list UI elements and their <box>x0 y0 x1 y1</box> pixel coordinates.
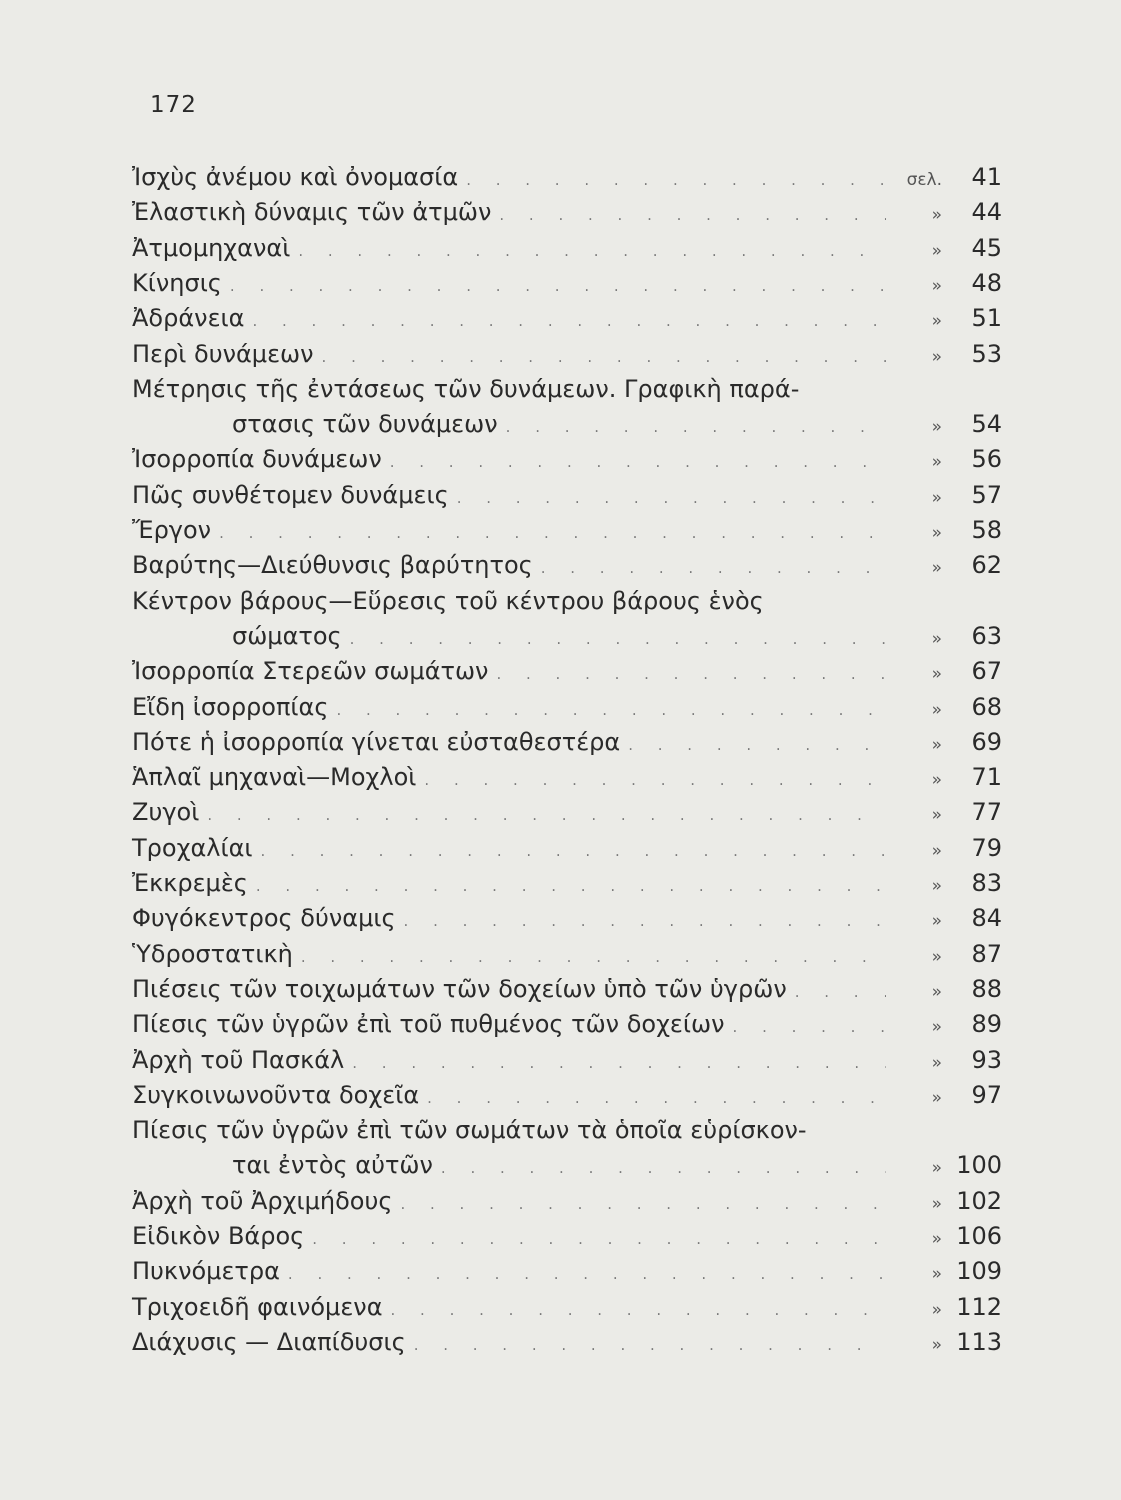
dot-leader <box>424 771 886 789</box>
page-num: 109 <box>956 1257 1002 1286</box>
page-reference <box>894 1010 1002 1038</box>
toc-entry <box>132 1046 1002 1080</box>
toc-entry-title: Πυκνόμετρα <box>132 1257 280 1286</box>
toc-entry <box>132 163 1002 197</box>
dot-leader <box>427 1089 886 1107</box>
page-reference <box>894 834 1002 862</box>
toc-entry-continuation: σώματος <box>232 621 342 650</box>
dot-leader <box>207 806 886 824</box>
toc-entry <box>132 481 1002 515</box>
toc-entry-title: Κέντρον βάρους—Εὕρεσις τοῦ κέντρου βάρους ἑνὸς <box>132 586 764 615</box>
dot-leader <box>350 630 886 648</box>
ditto-mark: » <box>931 275 942 296</box>
page-reference <box>894 269 1002 297</box>
page-num: 54 <box>971 410 1002 439</box>
toc-entry <box>132 234 1002 268</box>
ditto-mark: » <box>931 417 942 438</box>
toc-entry <box>132 410 1002 444</box>
page-reference <box>894 1328 1002 1356</box>
page-num: 69 <box>971 727 1002 756</box>
ditto-mark: » <box>931 981 942 1002</box>
ditto-mark: » <box>931 240 942 261</box>
page-num: 113 <box>956 1327 1002 1356</box>
dot-leader <box>628 736 886 754</box>
toc-entry <box>132 1151 1002 1185</box>
toc-entry <box>132 304 1002 338</box>
ditto-mark: » <box>931 770 942 791</box>
toc-entry-continuation: στασις τῶν δυνάμεων <box>232 410 498 439</box>
toc-entry-title: Πίεσις τῶν ὑγρῶν ἐπὶ τοῦ πυθμένος τῶν δοχείων <box>132 1010 725 1039</box>
dot-leader <box>336 701 886 719</box>
page-num: 41 <box>971 163 1002 191</box>
dot-leader <box>541 559 886 577</box>
toc-entry-title: Ἀδράνεια <box>132 304 245 333</box>
dot-leader <box>414 1336 886 1354</box>
toc-entry-title: Περὶ δυνάμεων <box>132 339 314 368</box>
ditto-mark: » <box>931 840 942 861</box>
page-reference <box>894 1046 1002 1074</box>
page-num: 45 <box>971 233 1002 262</box>
page-reference <box>894 551 1002 579</box>
page-num: 87 <box>971 939 1002 968</box>
ditto-mark: » <box>931 805 942 826</box>
page-num: 51 <box>971 304 1002 333</box>
dot-leader <box>261 842 886 860</box>
ditto-mark: » <box>931 311 942 332</box>
page-num: 67 <box>971 657 1002 686</box>
dot-leader <box>400 1195 886 1213</box>
toc-entry <box>132 198 1002 232</box>
ditto-mark: » <box>931 1299 942 1320</box>
page-num: 63 <box>971 621 1002 650</box>
page-num: 79 <box>971 833 1002 862</box>
toc-entry <box>132 1328 1002 1362</box>
toc-entry <box>132 269 1002 303</box>
page-reference <box>894 1081 1002 1109</box>
page-reference <box>894 975 1002 1003</box>
page-num: 57 <box>971 480 1002 509</box>
page-reference <box>894 904 1002 932</box>
dot-leader <box>390 453 886 471</box>
ditto-mark: σελ. <box>906 170 942 190</box>
ditto-mark: » <box>931 205 942 226</box>
ditto-mark: » <box>931 487 942 508</box>
page-reference <box>894 234 1002 262</box>
dot-leader <box>322 348 886 366</box>
dot-leader <box>298 242 886 260</box>
page-reference <box>894 693 1002 721</box>
dot-leader <box>301 948 886 966</box>
page-reference <box>894 1187 1002 1215</box>
ditto-mark: » <box>931 346 942 367</box>
toc-entry <box>132 516 1002 550</box>
toc-entry-title: Ἀρχὴ τοῦ Ἀρχιμήδους <box>132 1186 393 1215</box>
toc-entry <box>132 1257 1002 1291</box>
page-reference <box>894 657 1002 685</box>
toc-entry-title: Βαρύτης—Διεύθυνσις βαρύτητος <box>132 551 533 580</box>
toc-entry <box>132 904 1002 938</box>
toc-entry <box>132 340 1002 374</box>
dot-leader <box>733 1018 886 1036</box>
page-reference <box>894 445 1002 473</box>
page-reference <box>894 481 1002 509</box>
page-reference <box>894 1293 1002 1321</box>
toc-entry <box>132 551 1002 585</box>
page-num: 83 <box>971 869 1002 897</box>
toc-entry-title: Ἔργον <box>132 516 212 544</box>
ditto-mark: » <box>931 664 942 685</box>
toc-entry-title: Ἐλαστικὴ δύναμις τῶν ἀτμῶν <box>132 198 492 227</box>
ditto-mark: » <box>931 628 942 649</box>
toc-entry-title: Πιέσεις τῶν τοιχωμάτων τῶν δοχείων ὑπὸ τῶν ὑγρῶν <box>132 974 787 1003</box>
page-num: 89 <box>971 1010 1002 1039</box>
toc-entry-title: Ὑδροστατικὴ <box>132 939 293 968</box>
ditto-mark: » <box>931 1017 942 1038</box>
toc-entry-title: Ἁπλαῖ μηχαναὶ—Μοχλοὶ <box>132 763 417 792</box>
toc-entry-title: Ζυγοὶ <box>132 798 200 827</box>
toc-entry <box>132 798 1002 832</box>
toc-entry-title: Τροχαλίαι <box>132 833 253 862</box>
toc-entry <box>132 834 1002 868</box>
ditto-mark: » <box>931 452 942 473</box>
ditto-mark: » <box>931 699 942 720</box>
page-reference <box>894 728 1002 756</box>
page-num: 100 <box>956 1151 1002 1180</box>
page-reference <box>894 1257 1002 1285</box>
toc-entry-title: Εἰδικὸν Βάρος <box>132 1222 305 1250</box>
dot-leader <box>496 665 886 683</box>
toc-entry <box>132 622 1002 656</box>
toc-entry <box>132 1187 1002 1221</box>
ditto-mark: » <box>931 523 942 543</box>
dot-leader <box>795 983 886 1001</box>
toc-entry-title: Πῶς συνθέτομεν δυνάμεις <box>132 480 449 509</box>
dot-leader <box>457 489 886 507</box>
page-reference <box>894 869 1002 897</box>
page-num: 102 <box>956 1186 1002 1215</box>
ditto-mark: » <box>931 1158 942 1179</box>
toc-entry-title: Τριχοειδῆ φαινόμενα <box>132 1292 383 1321</box>
toc-entry-first-line <box>132 1116 1002 1150</box>
toc-entry-continuation: ται ἐντὸς αὐτῶν <box>232 1151 433 1180</box>
toc-entry-first-line <box>132 587 1002 621</box>
toc-entry <box>132 763 1002 797</box>
page-num: 48 <box>971 268 1002 297</box>
page-num: 71 <box>971 763 1002 792</box>
page-reference <box>894 798 1002 826</box>
ditto-mark: » <box>931 1334 942 1355</box>
page-reference <box>894 304 1002 332</box>
page-reference <box>894 763 1002 791</box>
page-reference <box>894 1151 1002 1179</box>
dot-leader <box>219 524 886 542</box>
toc-entry <box>132 1222 1002 1256</box>
toc-entry <box>132 445 1002 479</box>
page-reference <box>894 198 1002 226</box>
page-reference <box>894 940 1002 968</box>
ditto-mark: » <box>931 558 942 579</box>
ditto-mark: » <box>931 1193 942 1214</box>
page-reference <box>894 410 1002 438</box>
toc-entry-title: Συγκοινωνοῦντα δοχεῖα <box>132 1080 420 1109</box>
page-reference <box>894 1222 1002 1250</box>
toc-entry-title: Κίνησις <box>132 268 222 297</box>
toc-entry <box>132 869 1002 903</box>
ditto-mark: » <box>931 1087 942 1108</box>
dot-leader <box>288 1265 886 1283</box>
ditto-mark: » <box>931 876 942 896</box>
dot-leader <box>352 1054 886 1072</box>
page-reference <box>894 163 1002 191</box>
toc-entry-title: Ἀρχὴ τοῦ Πασκάλ <box>132 1045 345 1074</box>
toc-entry-title: Πίεσις τῶν ὑγρῶν ἐπὶ τῶν σωμάτων τὰ ὁποῖα εὑρίσκον- <box>132 1116 807 1145</box>
toc-entry-title: Διάχυσις — Διαπίδυσις <box>132 1327 406 1356</box>
toc-entry-title: Μέτρησις τῆς ἐντάσεως τῶν δυνάμεων. Γραφικὴ παρά- <box>132 374 800 403</box>
toc-entry-title: Ἰσορροπία Στερεῶν σωμάτων <box>132 657 489 686</box>
toc-entry-title: Εἴδη ἰσορροπίας <box>132 692 329 721</box>
page-reference <box>894 516 1002 544</box>
page-num: 68 <box>971 692 1002 721</box>
toc-entry-title: Ἰσχὺς ἀνέμου καὶ ὀνομασία <box>132 163 459 191</box>
ditto-mark: » <box>931 946 942 967</box>
toc-entry-title: Πότε ἡ ἰσορροπία γίνεται εὐσταθεστέρα <box>132 727 621 756</box>
ditto-mark: » <box>931 911 942 932</box>
dot-leader <box>499 206 886 224</box>
page-num: 88 <box>971 974 1002 1003</box>
toc-entry-title: Ἀτμομηχαναὶ <box>132 233 291 262</box>
dot-leader <box>441 1159 886 1177</box>
page-num: 44 <box>971 198 1002 227</box>
toc-entry-title: Φυγόκεντρος δύναμις <box>132 904 396 933</box>
toc-entry-title: Ἰσορροπία δυνάμεων <box>132 445 382 474</box>
toc-entry <box>132 728 1002 762</box>
page-num: 84 <box>971 904 1002 933</box>
page-num: 58 <box>971 516 1002 544</box>
dot-leader <box>252 312 886 330</box>
dot-leader <box>466 171 886 189</box>
dot-leader <box>256 877 886 895</box>
dot-leader <box>506 418 886 436</box>
page-reference <box>894 622 1002 650</box>
toc-entry <box>132 1293 1002 1327</box>
ditto-mark: » <box>931 734 942 755</box>
page-num: 53 <box>971 339 1002 368</box>
toc-entry-first-line <box>132 375 1002 409</box>
page-reference <box>894 340 1002 368</box>
page-num: 112 <box>956 1292 1002 1321</box>
dot-leader <box>230 277 886 295</box>
toc-entry-title: Ἐκκρεμὲς <box>132 869 248 897</box>
ditto-mark: » <box>931 1052 942 1073</box>
toc-entry <box>132 693 1002 727</box>
ditto-mark: » <box>931 1229 942 1249</box>
toc-entry <box>132 657 1002 691</box>
page-num: 62 <box>971 551 1002 580</box>
ditto-mark: » <box>931 1264 942 1285</box>
dot-leader <box>391 1301 886 1319</box>
toc-entry <box>132 1010 1002 1044</box>
page-num: 97 <box>971 1080 1002 1109</box>
toc-entry <box>132 1081 1002 1115</box>
dot-leader <box>312 1230 886 1248</box>
dot-leader <box>404 912 886 930</box>
page-number: 172 <box>150 92 197 118</box>
toc-entry <box>132 975 1002 1009</box>
page-num: 56 <box>971 445 1002 474</box>
page-num: 77 <box>971 798 1002 827</box>
page-num: 93 <box>971 1045 1002 1074</box>
page-num: 106 <box>956 1222 1002 1250</box>
toc-entry <box>132 940 1002 974</box>
